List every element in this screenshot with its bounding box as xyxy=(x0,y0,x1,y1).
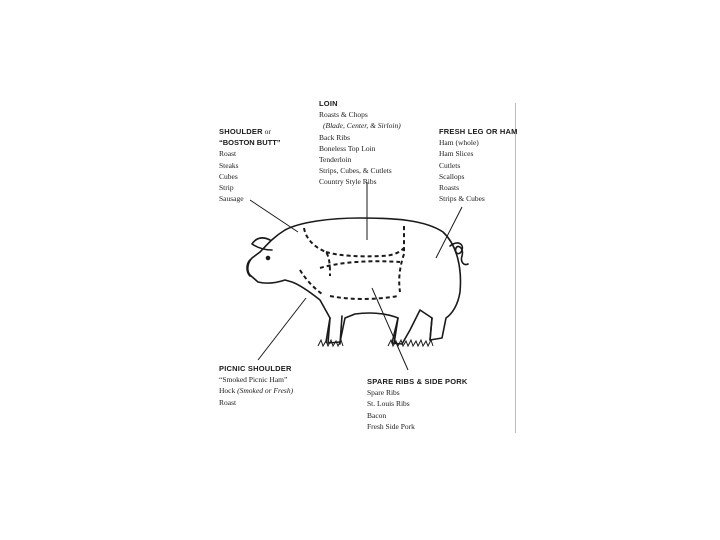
cut-line-belly-bottom xyxy=(330,296,398,299)
shoulder-label-block xyxy=(219,126,281,204)
loin-item: Country Style Ribs xyxy=(319,177,377,187)
ham-item: Scallops xyxy=(439,171,465,181)
leader-picnic xyxy=(258,298,306,360)
loin-item: Boneless Top Loin xyxy=(319,143,376,153)
spare-ribs-heading: SPARE RIBS & SIDE PORK xyxy=(367,377,468,386)
loin-heading: LOIN xyxy=(319,99,338,108)
pig-ear xyxy=(252,238,272,250)
leader-ham xyxy=(436,207,462,258)
picnic-line-smoked: “Smoked Picnic Ham” xyxy=(219,375,288,385)
picnic-heading: PICNIC SHOULDER xyxy=(219,364,292,373)
boston-butt-heading: “BOSTON BUTT” xyxy=(219,138,281,148)
cut-line-picnic xyxy=(300,270,322,294)
spare-item: Fresh Side Pork xyxy=(367,421,415,431)
cut-line-belly xyxy=(320,261,400,268)
ham-heading: FRESH LEG OR HAM xyxy=(439,127,518,136)
shoulder-item: Cubes xyxy=(219,171,238,181)
ham-item: Cutlets xyxy=(439,160,461,170)
loin-item: Strips, Cubes, & Cutlets xyxy=(319,166,392,176)
picnic-roast: Roast xyxy=(219,397,237,407)
picnic-label-block xyxy=(219,363,293,408)
spare-item: Bacon xyxy=(367,410,387,420)
cut-line-loin-ham xyxy=(399,226,404,292)
spare-ribs-label-block xyxy=(367,376,468,432)
loin-line-roasts: Roasts & Chops xyxy=(319,110,368,120)
picnic-hock: Hock xyxy=(219,386,236,396)
loin-item: Tenderloin xyxy=(319,155,352,165)
picnic-hock-note: (Smoked or Fresh) xyxy=(237,386,294,396)
shoulder-item: Steaks xyxy=(219,160,239,170)
shoulder-item: Roast xyxy=(219,149,237,159)
cut-line-loin-front xyxy=(326,248,404,256)
ham-item: Ham (whole) xyxy=(439,138,479,148)
spare-item: Spare Ribs xyxy=(367,388,400,398)
pig-eye xyxy=(267,257,270,260)
loin-label-block xyxy=(319,98,401,188)
shoulder-item: Strip xyxy=(219,183,234,193)
shoulder-heading: SHOULDER xyxy=(219,127,263,136)
loin-item: Back Ribs xyxy=(319,132,351,142)
pig-body-outline xyxy=(248,218,461,344)
shoulder-item: Sausage xyxy=(219,194,244,204)
pig-hind-leg xyxy=(394,318,432,344)
ham-label-block xyxy=(439,126,518,204)
leader-shoulder xyxy=(250,200,298,232)
loin-line-blade: (Blade, Center, & Sirloin) xyxy=(323,121,401,131)
ham-item: Ham Slices xyxy=(439,149,474,159)
ham-item: Roasts xyxy=(439,183,460,193)
ham-item: Strips & Cubes xyxy=(439,194,485,204)
leader-spare xyxy=(372,288,408,370)
spare-item: St. Louis Ribs xyxy=(367,399,410,409)
shoulder-heading-or: or xyxy=(264,127,271,136)
